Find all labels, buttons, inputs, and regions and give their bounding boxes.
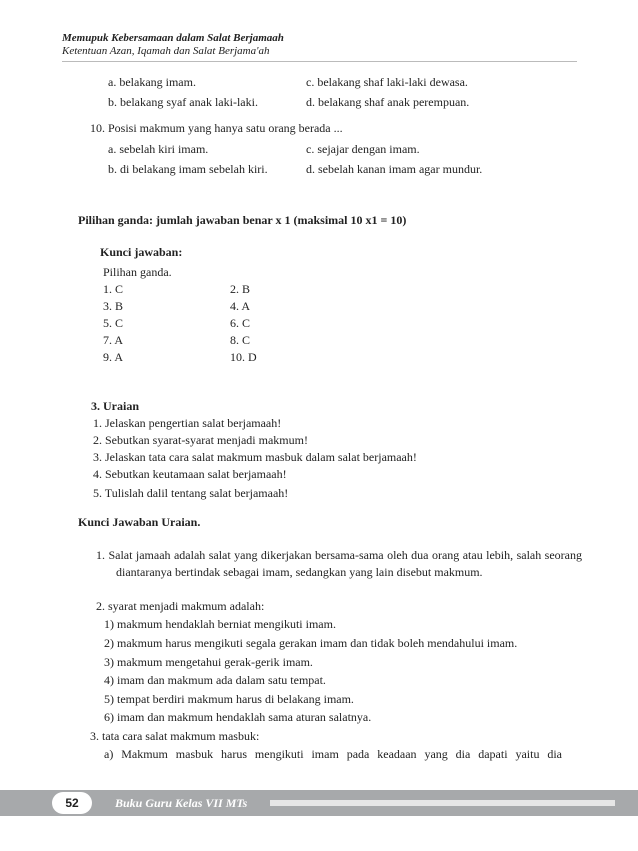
essay-title: 3. Uraian <box>91 399 139 413</box>
answer-key-item: 8. C <box>230 333 251 347</box>
essay-key-answer-2-item: 1) makmum hendaklah berniat mengikuti imam. <box>104 617 336 631</box>
essay-key-answer-2-title: 2. syarat menjadi makmum adalah: <box>96 599 265 613</box>
running-header-title: Memupuk Kebersamaan dalam Salat Berjamaah <box>62 32 284 44</box>
q10-question: 10. Posisi makmum yang hanya satu orang berada ... <box>90 121 343 135</box>
essay-item: 1. Jelaskan pengertian salat berjamaah! <box>93 416 282 430</box>
essay-item: 3. Jelaskan tata cara salat makmum masbuk dalam salat berjamaah! <box>93 450 417 464</box>
q9-option-c: c. belakang shaf laki-laki dewasa. <box>306 75 468 89</box>
answer-key-item: 10. D <box>230 350 257 364</box>
answer-key-item: 6. C <box>230 316 251 330</box>
essay-key-answer-2-item: 2) makmum harus mengikuti segala gerakan imam dan tidak boleh mendahului imam. <box>104 636 518 650</box>
essay-key-answer-1: 1. Salat jamaah adalah salat yang dikerjakan bersama-sama oleh dua orang atau lebih, salah seorang diantaranya bertindak sebagai imam, sedangkan yang lain disebut makmum. <box>96 548 582 579</box>
running-header-subtitle: Ketentuan Azan, Iqamah dan Salat Berjama'ah <box>62 45 270 57</box>
header-divider <box>62 61 577 62</box>
q9-option-d: d. belakang shaf anak perempuan. <box>306 95 470 109</box>
q10-option-b: b. di belakang imam sebelah kiri. <box>108 162 268 176</box>
essay-key-answer-3-line: a) Makmum masbuk harus mengikuti imam pada keadaan yang dia dapati yaitu dia <box>104 747 562 761</box>
essay-item: 5. Tulislah dalil tentang salat berjamaah! <box>93 486 289 500</box>
essay-item: 2. Sebutkan syarat-syarat menjadi makmum! <box>93 433 308 447</box>
answer-key-subtitle: Pilihan ganda. <box>103 265 172 279</box>
essay-item: 4. Sebutkan keutamaan salat berjamaah! <box>93 467 287 481</box>
answer-key-item: 3. B <box>103 299 124 313</box>
essay-key-answer-2-item: 6) imam dan makmum hendaklah sama aturan salatnya. <box>104 710 372 724</box>
essay-key-answer-3-title: 3. tata cara salat makmum masbuk: <box>90 729 260 743</box>
q10-option-a: a. sebelah kiri imam. <box>108 142 209 156</box>
answer-key-item: 7. A <box>103 333 124 347</box>
q9-option-b: b. belakang syaf anak laki-laki. <box>108 95 258 109</box>
footer-book-title: Buku Guru Kelas VII MTs <box>115 796 248 810</box>
page-number: 52 <box>52 792 92 814</box>
q10-option-d: d. sebelah kanan imam agar mundur. <box>306 162 483 176</box>
scoring-rule: Pilihan ganda: jumlah jawaban benar x 1 (maksimal 10 x1 = 10) <box>78 213 407 227</box>
q9-option-a: a. belakang imam. <box>108 75 196 89</box>
answer-key-title: Kunci jawaban: <box>100 245 183 259</box>
answer-key-item: 2. B <box>230 282 251 296</box>
essay-key-answer-2-item: 3) makmum mengetahui gerak-gerik imam. <box>104 655 313 669</box>
q10-option-c: c. sejajar dengan imam. <box>306 142 420 156</box>
essay-key-answer-2-item: 5) tempat berdiri makmum harus di belakang imam. <box>104 692 354 706</box>
essay-key-title: Kunci Jawaban Uraian. <box>78 515 201 529</box>
answer-key-item: 1. C <box>103 282 124 296</box>
essay-key-answer-2-item: 4) imam dan makmum ada dalam satu tempat. <box>104 673 326 687</box>
footer-stripe <box>270 800 615 806</box>
answer-key-item: 9. A <box>103 350 124 364</box>
answer-key-item: 4. A <box>230 299 251 313</box>
answer-key-item: 5. C <box>103 316 124 330</box>
